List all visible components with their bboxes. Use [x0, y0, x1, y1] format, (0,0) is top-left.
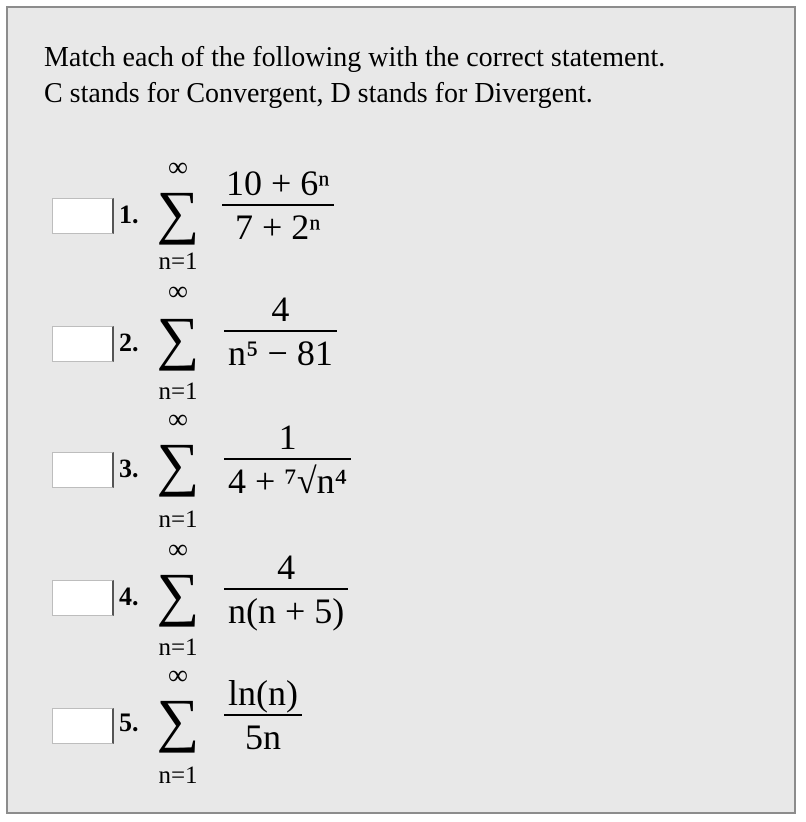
- problem-number-3: 3.: [119, 454, 139, 483]
- answer-input-5[interactable]: [52, 708, 114, 744]
- denominator-2: n⁵ − 81: [228, 333, 333, 373]
- sigma-symbol-3: ∑: [156, 431, 200, 497]
- problem-row-2: [8, 274, 788, 404]
- denominator-5: 5n: [244, 717, 281, 757]
- problem-row-5: [8, 662, 788, 792]
- lower-limit-2: n=1: [158, 378, 198, 405]
- fraction-5: [224, 672, 302, 758]
- problem-number-4: 4.: [119, 582, 139, 611]
- fraction-3: [224, 416, 351, 502]
- lower-limit-5: n=1: [158, 762, 198, 789]
- numerator-1: 10 + 6ⁿ: [226, 163, 330, 203]
- numerator-2: 4: [271, 289, 290, 329]
- lower-limit-3: n=1: [158, 506, 198, 533]
- sigma-symbol-4: ∑: [156, 561, 200, 627]
- problem-number-2: 2.: [119, 328, 139, 357]
- upper-limit-2: ∞: [168, 276, 188, 307]
- denominator-3: 4 + ⁷√n⁴: [228, 461, 348, 501]
- answer-input-1[interactable]: [52, 198, 114, 234]
- denominator-1: 7 + 2ⁿ: [235, 207, 321, 247]
- fraction-1: [222, 162, 334, 248]
- instructions-line-2: C stands for Convergent, D stands for Divergent.: [44, 78, 593, 109]
- answer-input-4[interactable]: [52, 580, 114, 616]
- fraction-4: [224, 546, 348, 632]
- sigma-symbol-1: ∑: [156, 179, 200, 245]
- question-panel: [6, 6, 796, 814]
- lower-limit-4: n=1: [158, 634, 198, 661]
- numerator-3: 1: [278, 417, 297, 457]
- instructions-line-1: Match each of the following with the correct statement.: [44, 42, 666, 73]
- problem-number-5: 5.: [119, 708, 139, 737]
- problem-row-1: [8, 144, 788, 274]
- lower-limit-1: n=1: [158, 248, 198, 275]
- upper-limit-4: ∞: [168, 534, 188, 565]
- upper-limit-3: ∞: [168, 404, 188, 435]
- answer-input-3[interactable]: [52, 452, 114, 488]
- answer-input-2[interactable]: [52, 326, 114, 362]
- sigma-symbol-2: ∑: [156, 305, 200, 371]
- fraction-2: [224, 288, 337, 374]
- problem-number-1: 1.: [119, 200, 139, 229]
- problem-row-4: [8, 534, 788, 664]
- denominator-4: n(n + 5): [228, 591, 345, 631]
- problem-row-3: [8, 404, 788, 534]
- numerator-4: 4: [277, 547, 296, 587]
- upper-limit-1: ∞: [168, 152, 188, 183]
- instructions: [44, 40, 665, 112]
- numerator-5: ln(n): [228, 673, 298, 713]
- upper-limit-5: ∞: [168, 660, 188, 691]
- sigma-symbol-5: ∑: [156, 687, 200, 753]
